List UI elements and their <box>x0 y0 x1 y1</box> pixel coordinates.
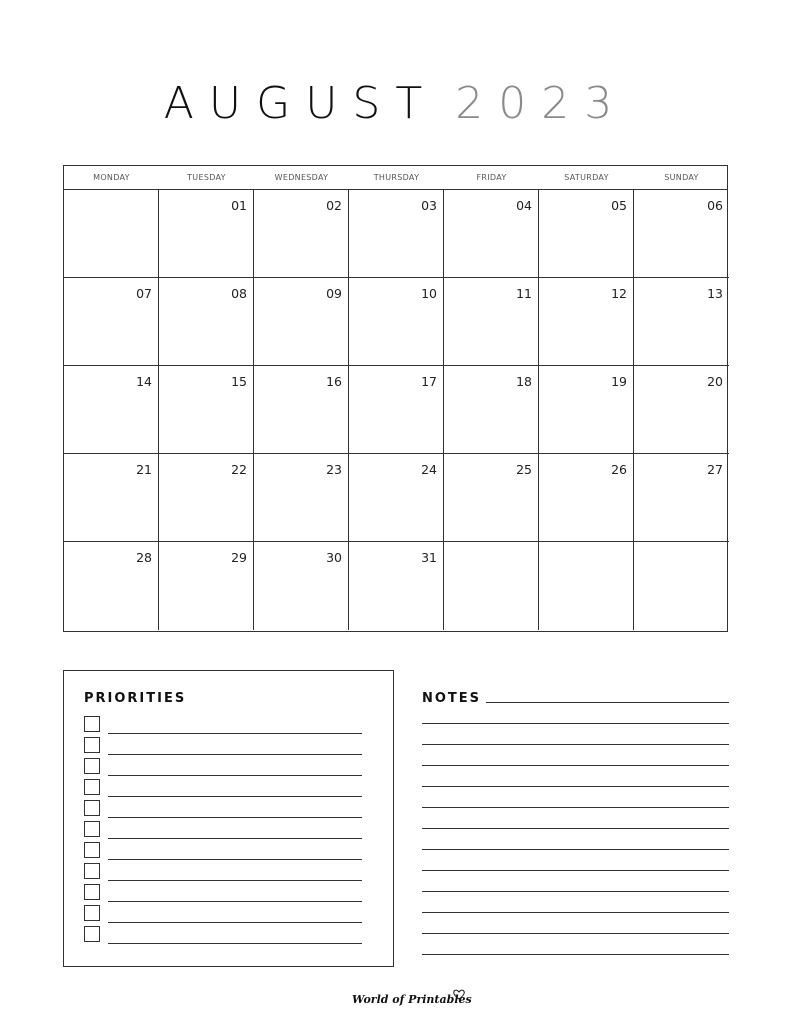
priority-item <box>84 716 364 734</box>
day-number: 29 <box>231 550 247 565</box>
day-cell <box>634 190 729 278</box>
day-cell <box>634 366 729 454</box>
priorities-box <box>63 670 394 967</box>
priority-checkbox[interactable] <box>84 758 100 774</box>
priority-checkbox[interactable] <box>84 779 100 795</box>
priority-line <box>108 733 362 734</box>
priority-checkbox[interactable] <box>84 863 100 879</box>
day-number: 20 <box>707 374 723 389</box>
weekday-header-row <box>64 166 727 190</box>
notes-line <box>422 828 729 829</box>
day-cell <box>64 190 159 278</box>
day-number: 19 <box>611 374 627 389</box>
priority-checkbox[interactable] <box>84 884 100 900</box>
priority-checkbox[interactable] <box>84 716 100 732</box>
priority-item <box>84 821 364 839</box>
day-cell <box>254 278 349 366</box>
weekday-label: THURSDAY <box>373 173 420 182</box>
year: 2023 <box>455 78 628 129</box>
day-number: 25 <box>516 462 532 477</box>
day-cell <box>349 190 444 278</box>
day-cell <box>159 454 254 542</box>
notes-line <box>422 807 729 808</box>
day-number: 23 <box>326 462 342 477</box>
day-cell <box>634 278 729 366</box>
notes-line <box>422 744 729 745</box>
day-number: 30 <box>326 550 342 565</box>
day-number: 06 <box>707 198 723 213</box>
notes-title: NOTES <box>422 691 482 706</box>
priority-line <box>108 754 362 755</box>
day-cell <box>539 542 634 630</box>
priority-line <box>108 880 362 881</box>
day-cell <box>254 454 349 542</box>
day-number: 22 <box>231 462 247 477</box>
weekday-label: TUESDAY <box>187 173 226 182</box>
day-cell <box>64 278 159 366</box>
month-name: AUGUST <box>163 78 438 129</box>
notes-line <box>422 933 729 934</box>
notes-line <box>486 702 729 703</box>
day-number: 09 <box>326 286 342 301</box>
day-number: 04 <box>516 198 532 213</box>
day-number: 02 <box>326 198 342 213</box>
priority-item <box>84 737 364 755</box>
day-cell <box>444 190 539 278</box>
priority-item <box>84 842 364 860</box>
day-number: 21 <box>136 462 152 477</box>
day-cell <box>64 542 159 630</box>
notes-line <box>422 765 729 766</box>
priority-line <box>108 859 362 860</box>
heart-icon <box>453 989 465 1000</box>
day-cell <box>444 542 539 630</box>
day-number: 14 <box>136 374 152 389</box>
day-cell <box>539 366 634 454</box>
day-number: 13 <box>707 286 723 301</box>
day-cell <box>254 366 349 454</box>
brand-logo: World of Printables <box>352 993 472 1006</box>
calendar-title <box>0 78 791 129</box>
priority-checkbox[interactable] <box>84 905 100 921</box>
day-number: 18 <box>516 374 532 389</box>
priority-item <box>84 863 364 881</box>
priority-item <box>84 779 364 797</box>
priority-line <box>108 838 362 839</box>
notes-line <box>422 786 729 787</box>
priority-line <box>108 922 362 923</box>
weekday-label: FRIDAY <box>476 173 507 182</box>
priority-checkbox[interactable] <box>84 737 100 753</box>
priority-line <box>108 775 362 776</box>
day-number: 31 <box>421 550 437 565</box>
day-number: 07 <box>136 286 152 301</box>
priority-line <box>108 901 362 902</box>
priority-checkbox[interactable] <box>84 926 100 942</box>
priority-line <box>108 796 362 797</box>
priority-item <box>84 926 364 944</box>
day-number: 17 <box>421 374 437 389</box>
priority-checkbox[interactable] <box>84 842 100 858</box>
notes-line <box>422 723 729 724</box>
day-number: 01 <box>231 198 247 213</box>
day-cell <box>444 278 539 366</box>
notes-line <box>422 891 729 892</box>
priority-checkbox[interactable] <box>84 800 100 816</box>
day-cell <box>349 366 444 454</box>
priority-item <box>84 758 364 776</box>
day-cell <box>64 454 159 542</box>
day-cell <box>444 366 539 454</box>
day-number: 08 <box>231 286 247 301</box>
day-cell <box>634 454 729 542</box>
day-cell <box>254 542 349 630</box>
day-number: 05 <box>611 198 627 213</box>
day-number: 16 <box>326 374 342 389</box>
day-cell <box>539 278 634 366</box>
day-cell <box>444 454 539 542</box>
day-cell <box>64 366 159 454</box>
weekday-label: WEDNESDAY <box>274 173 329 182</box>
day-number: 10 <box>421 286 437 301</box>
weekday-label: SUNDAY <box>664 173 699 182</box>
priority-item <box>84 905 364 923</box>
day-cell <box>539 454 634 542</box>
day-cell <box>254 190 349 278</box>
day-number: 12 <box>611 286 627 301</box>
day-number: 03 <box>421 198 437 213</box>
weekday-label: MONDAY <box>93 173 130 182</box>
day-cell <box>349 542 444 630</box>
day-cell <box>349 454 444 542</box>
day-number: 15 <box>231 374 247 389</box>
day-number: 28 <box>136 550 152 565</box>
day-cell <box>539 190 634 278</box>
day-number: 27 <box>707 462 723 477</box>
priority-item <box>84 800 364 818</box>
priorities-title: PRIORITIES <box>84 691 187 706</box>
priority-line <box>108 943 362 944</box>
weekday-label: SATURDAY <box>564 173 609 182</box>
day-number: 24 <box>421 462 437 477</box>
notes-line <box>422 954 729 955</box>
priority-line <box>108 817 362 818</box>
priority-checkbox[interactable] <box>84 821 100 837</box>
day-cell <box>349 278 444 366</box>
calendar-grid <box>63 165 728 632</box>
day-cell <box>159 542 254 630</box>
notes-line <box>422 912 729 913</box>
notes-line <box>422 849 729 850</box>
notes-line <box>422 870 729 871</box>
day-cell <box>159 190 254 278</box>
day-cell <box>634 542 729 630</box>
day-number: 26 <box>611 462 627 477</box>
day-cell <box>159 278 254 366</box>
day-cell <box>159 366 254 454</box>
priority-item <box>84 884 364 902</box>
day-number: 11 <box>516 286 532 301</box>
